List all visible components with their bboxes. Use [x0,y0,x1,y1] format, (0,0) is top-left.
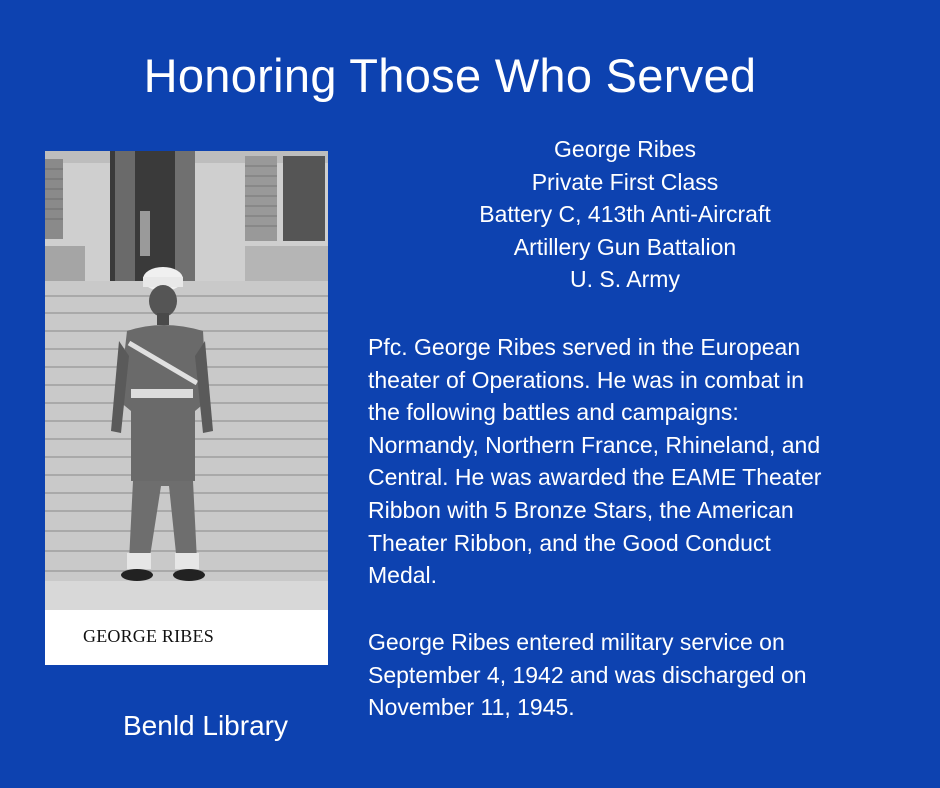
bio-paragraph-1 [368,331,908,592]
bio-line: George Ribes entered military service on [368,629,785,655]
service-unit: Battery C, 413th Anti-Aircraft [479,201,771,227]
bio-line: theater of Operations. He was in combat in [368,366,804,393]
service-info [420,133,830,296]
soldier-photo [45,151,328,665]
bio-line: the following battles and campaigns: [368,399,739,426]
bio-line: November 11, 1945. [368,694,575,721]
photo-caption: GEORGE RIBES [83,626,214,646]
service-battalion: Artillery Gun Battalion [513,233,737,260]
bio-paragraph-2 [368,626,908,724]
page-title: Honoring Those Who Served [143,49,757,102]
service-rank: Private First Class [531,168,719,195]
bio-line: Medal. [368,562,438,589]
photo-caption-strip [45,610,328,665]
bio-line: Ribbon with 5 Bronze Stars, the American [368,496,794,523]
soldier-photo-image [45,151,328,665]
bio-line: Normandy, Northern France, Rhineland, and [368,431,821,458]
bio-line: Central. He was awarded the EAME Theater [368,464,822,491]
service-name: George Ribes [554,136,696,162]
service-branch: U. S. Army [570,266,680,292]
bio-line: September 4, 1942 and was discharged on [368,661,807,688]
library-name: Benld Library [123,710,288,741]
bio-line: Pfc. George Ribes served in the European [368,334,801,360]
bio-line: Theater Ribbon, and the Good Conduct [368,529,771,556]
